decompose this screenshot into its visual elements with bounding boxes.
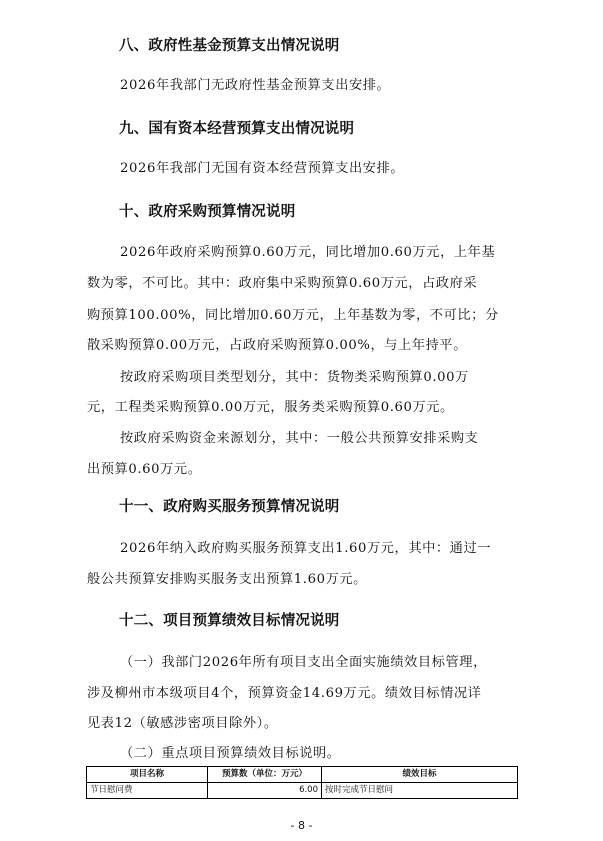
paragraph-line: 出预算0.60万元。 — [87, 462, 202, 477]
paragraph-line: （二）重点项目预算绩效目标说明。 — [120, 746, 341, 761]
paragraph-line: 见表12（敏感涉密项目除外）。 — [87, 716, 278, 731]
paragraph-line: 购预算100.00%，同比增加0.60万元，上年基数为零，不可比；分 — [87, 308, 499, 323]
section-body-8: 2026年我部门无政府性基金预算支出安排。 — [120, 78, 391, 93]
section-heading-10: 十、政府采购预算情况说明 — [119, 204, 296, 220]
section-body-9: 2026年我部门无国有资本经营预算支出安排。 — [120, 161, 405, 176]
column-header: 预算数（单位：万元） — [208, 767, 322, 783]
section-heading-11: 十一、政府购买服务预算情况说明 — [119, 499, 340, 515]
paragraph-line: 按政府采购项目类型划分，其中：货物类采购预算0.00万 — [120, 370, 469, 385]
section-heading-12: 十二、项目预算绩效目标情况说明 — [119, 613, 340, 629]
paragraph-line: 按政府采购资金来源划分，其中：一般公共预算安排采购支 — [120, 431, 479, 446]
section-heading-8: 八、政府性基金预算支出情况说明 — [119, 38, 340, 54]
paragraph-line: 2026年纳入政府购买服务预算支出1.60万元，其中：通过一 — [120, 541, 492, 556]
paragraph-line: 涉及柳州市本级项目4个，预算资金14.69万元。绩效目标情况详 — [87, 686, 482, 701]
page-number: - 8 - — [290, 819, 313, 832]
table-header-row — [87, 767, 518, 783]
performance-target-table — [86, 766, 518, 799]
paragraph-line: 元，工程类采购预算0.00万元，服务类采购预算0.60万元。 — [87, 400, 454, 415]
paragraph-line: 数为零，不可比。其中：政府集中采购预算0.60万元，占政府采 — [87, 276, 478, 291]
table-cell: 节日慰问费 — [87, 783, 208, 799]
table-cell: 按时完成节日慰问 — [322, 783, 518, 799]
section-heading-9: 九、国有资本经营预算支出情况说明 — [119, 121, 355, 137]
column-header: 项目名称 — [87, 767, 208, 783]
paragraph-line: 般公共预算安排购买服务支出预算1.60万元。 — [87, 572, 367, 587]
table-cell: 6.00 — [208, 783, 322, 799]
paragraph-line: 散采购预算0.00万元，占政府采购预算0.00%，与上年持平。 — [87, 338, 467, 353]
column-header: 绩效目标 — [322, 767, 518, 783]
paragraph-line: 2026年政府采购预算0.60万元，同比增加0.60万元，上年基 — [120, 245, 496, 260]
table-row — [87, 783, 518, 799]
paragraph-line: （一）我部门2026年所有项目支出全面实施绩效目标管理， — [120, 655, 487, 670]
